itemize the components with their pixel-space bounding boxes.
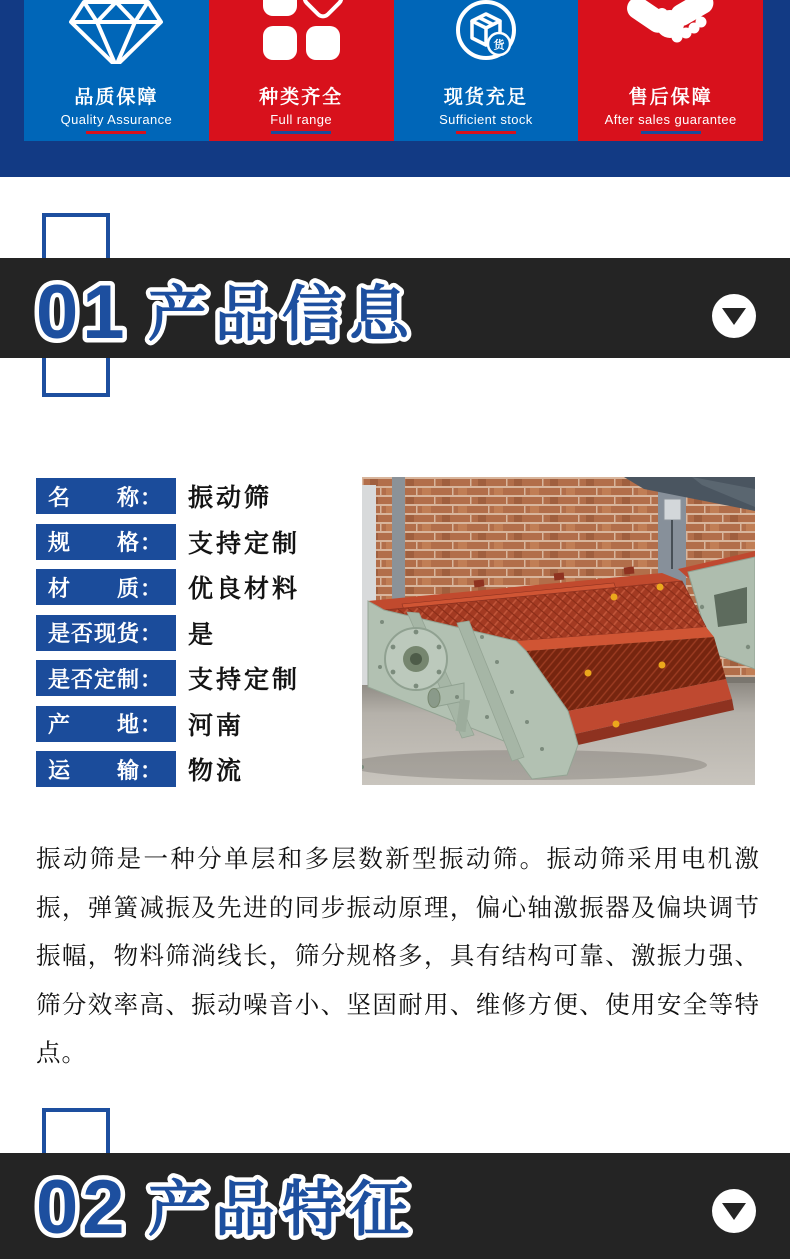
- info-label: 规 格：: [36, 524, 176, 560]
- info-value: 是: [188, 620, 217, 649]
- table-row: [36, 615, 300, 651]
- banner-item-quality: [24, 0, 209, 141]
- scroll-down-button[interactable]: [712, 294, 756, 338]
- table-row: [36, 660, 300, 696]
- vibrating-screen-illustration: [362, 477, 755, 785]
- banner-item-stock: [394, 0, 579, 141]
- banner-item-title: 种类齐全: [259, 87, 344, 108]
- banner-item-range: [209, 0, 394, 141]
- banner-item-title: 现货充足: [443, 87, 528, 108]
- product-info-table: [36, 478, 300, 797]
- underline-accent: [456, 131, 516, 134]
- section-header-2: [0, 1153, 790, 1259]
- handshake-icon: [578, 0, 763, 64]
- info-label: 运 输：: [36, 751, 176, 787]
- info-label: 产 地：: [36, 706, 176, 742]
- info-value: 河南: [188, 711, 245, 740]
- diamond-icon: [24, 0, 209, 64]
- info-label: 是否定制：: [36, 660, 176, 696]
- four-squares-icon: [209, 0, 394, 64]
- table-row: [36, 569, 300, 605]
- banner-item-subtitle: After sales guarantee: [604, 112, 737, 127]
- info-label: 名 称：: [36, 478, 176, 514]
- stock-badge-char: 货: [493, 39, 505, 52]
- table-row: [36, 706, 300, 742]
- section-header-1-text: [30, 258, 670, 358]
- info-value: 优良材料: [188, 575, 301, 603]
- section-header-2-text: [30, 1153, 670, 1253]
- banner-item-subtitle: Quality Assurance: [60, 112, 173, 127]
- section-header-1: [0, 258, 790, 358]
- info-label: 是否现货：: [36, 615, 176, 651]
- info-value: 振动筛: [188, 484, 273, 512]
- feature-banner: [0, 0, 790, 177]
- underline-accent: [641, 131, 701, 134]
- section-title: 产品信息: [148, 281, 416, 348]
- info-label: 材 质：: [36, 569, 176, 605]
- product-photo: [362, 477, 755, 785]
- table-row: [36, 478, 300, 514]
- section-number: 01: [36, 270, 129, 355]
- underline-accent: [86, 131, 146, 134]
- banner-item-title: 售后保障: [628, 87, 713, 108]
- banner-item-subtitle: Full range: [270, 112, 333, 127]
- section-number: 02: [36, 1165, 129, 1250]
- table-row: [36, 524, 300, 560]
- triangle-down-icon: [722, 308, 746, 325]
- info-value: 支持定制: [188, 529, 301, 558]
- scroll-down-button[interactable]: [712, 1189, 756, 1233]
- banner-item-title: 品质保障: [74, 87, 159, 108]
- info-value: 支持定制: [188, 666, 301, 694]
- feature-columns: [24, 0, 763, 141]
- triangle-down-icon: [722, 1203, 746, 1220]
- banner-item-subtitle: Sufficient stock: [439, 112, 533, 127]
- info-value: 物流: [188, 757, 245, 785]
- package-box-icon: [394, 0, 579, 64]
- underline-accent: [271, 131, 331, 134]
- table-row: [36, 751, 300, 787]
- product-description: 振动筛是一种分单层和多层数新型振动筛。振动筛采用电机激振，弹簧减振及先进的同步振动原理，偏心轴激振器及偏块调节振幅，物料筛淌线长，筛分规格多，具有结构可靠、激振力强、筛分效率高、振动噪音小、坚固耐用、维修方便、使用安全等特点。: [36, 846, 760, 1067]
- section-title: 产品特征: [148, 1176, 416, 1243]
- banner-item-aftersales: [578, 0, 763, 141]
